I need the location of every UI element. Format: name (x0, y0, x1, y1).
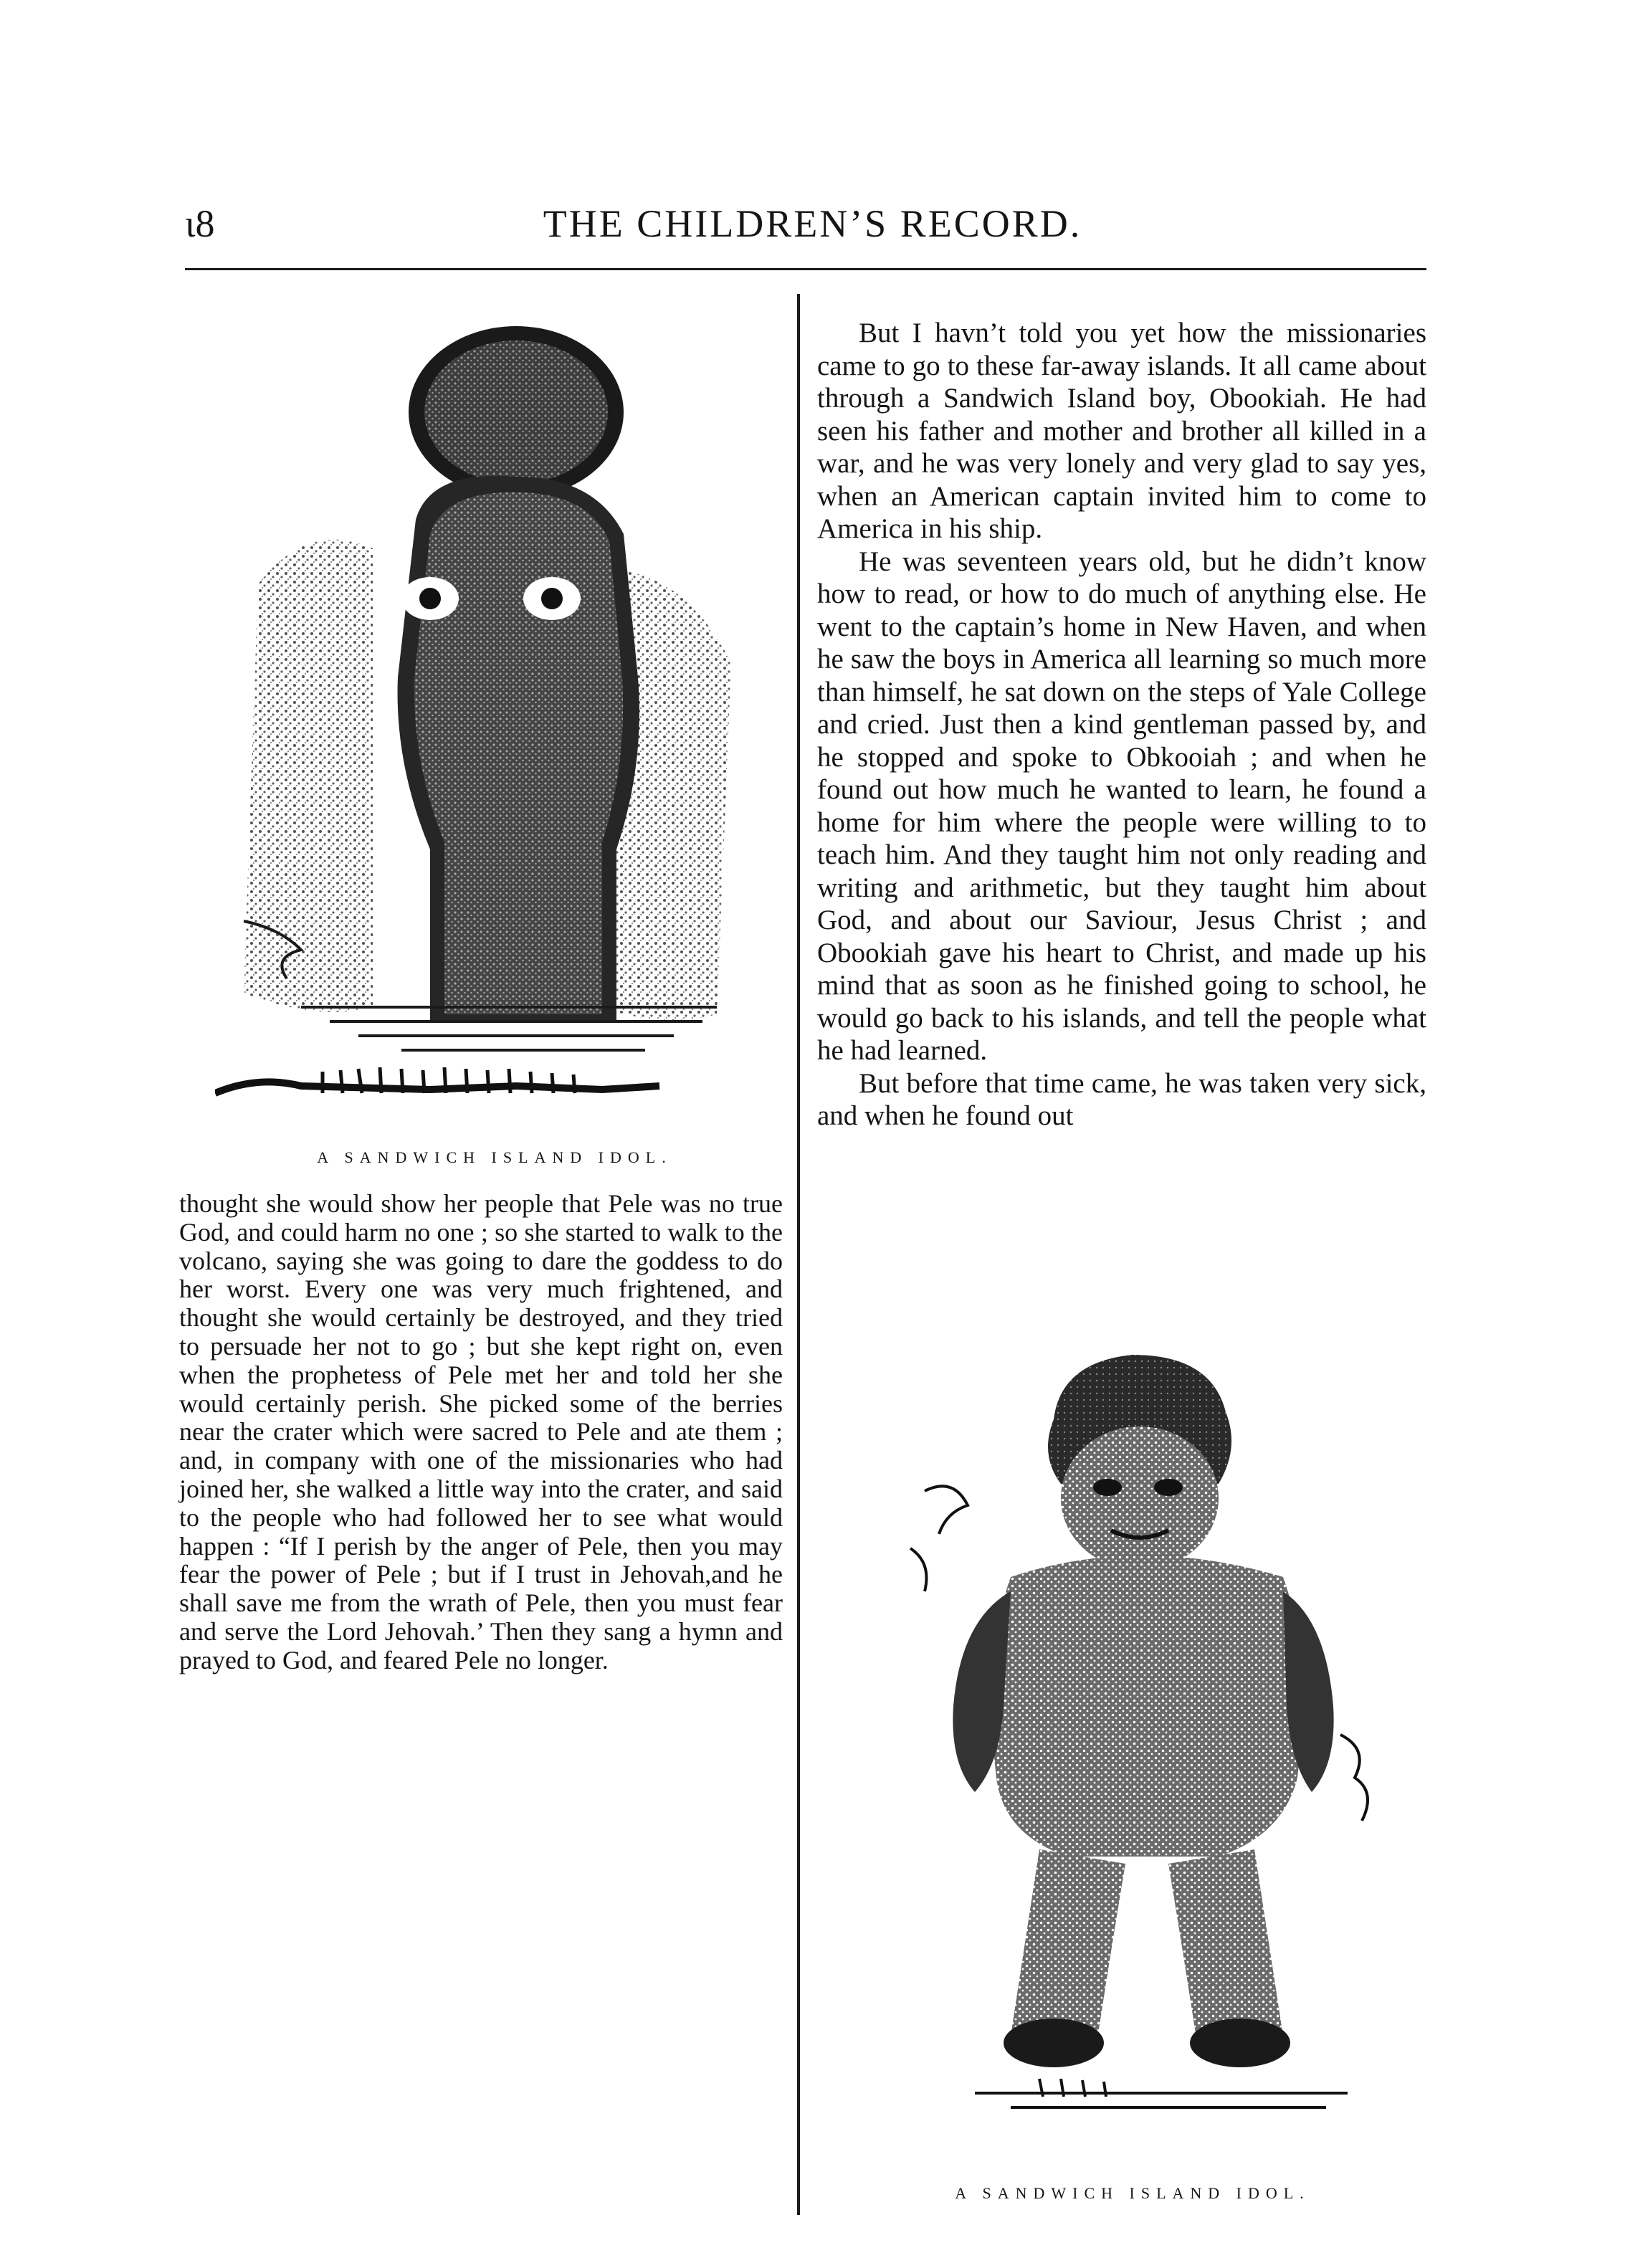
figure-caption-two: A SANDWICH ISLAND IDOL. (955, 2184, 1310, 2202)
idol-figure-one (215, 305, 774, 1143)
right-paragraph-3: But before that time came, he was taken very sick, and when he found out (817, 1067, 1426, 1131)
standing-idol-engraving-icon (882, 1333, 1383, 2165)
page-number: ι8 (185, 202, 215, 245)
right-paragraph-2: He was seventeen years old, but he didn’t know how to read, or how to do much of anything else. He went to the captain’s home in New Haven, and when he saw the boys in America all learning so much more than himself, he sat down on the steps of Yale College and cried. Just then a kind gentleman passed by, and he stopped and spoke to Obkooiah ; and when he found out how much he wanted to learn, he found a home for him where the people were willing to to teach him. And they taught him not only reading and writing and arithmetic, but they taught him about God, and about our Saviour, Jesus Christ ; and Obookiah gave his heart to Christ, and made up his mind that as soon as he finished going to school, he would go back to his islands, and tell the people what he had learned. (817, 545, 1426, 1066)
right-paragraph-1: But I havn’t told you yet how the missionaries came to go to these far-away islands. It all came about through a Sandwich Island boy, Obookiah. He had seen his father and mother and brother all killed in a war, and he was very lonely and very glad to say yes, when an American captain invited him to come to America in his ship. (817, 318, 1426, 544)
right-column-text (817, 317, 1426, 1133)
header-rule (185, 268, 1426, 270)
running-title: THE CHILDREN’S RECORD. (543, 202, 1082, 245)
left-column-text (179, 1190, 783, 1675)
head-idol-engraving-icon (215, 305, 774, 1143)
column-divider (797, 294, 800, 2215)
idol-figure-two (882, 1333, 1383, 2165)
figure-caption-one: A SANDWICH ISLAND IDOL. (317, 1148, 672, 1166)
left-paragraph-1: thought she would show her people that Pele was no true God, and could harm no one ; so she started to walk to the volcano, saying she was going to dare the goddess to do her worst. Every one was very much frightened, and thought she would certainly be destroyed, and they tried to persuade her not to go ; but she kept right on, even when the prophetess of Pele met her and told her she would certainly perish. She picked some of the berries near the crater which were sacred to Pele and ate them ; and, in company with one of the missionaries who had joined her, she walked a little way into the crater, and said to the people who had followed her to see what would happen : “If I perish by the anger of Pele, then you may fear the power of Pele ; but if I trust in Jehovah,and he shall save me from the wrath of Pele, then you must fear and serve the Lord Jehovah.’ Then they sang a hymn and prayed to God, and feared Pele no longer. (179, 1189, 783, 1674)
